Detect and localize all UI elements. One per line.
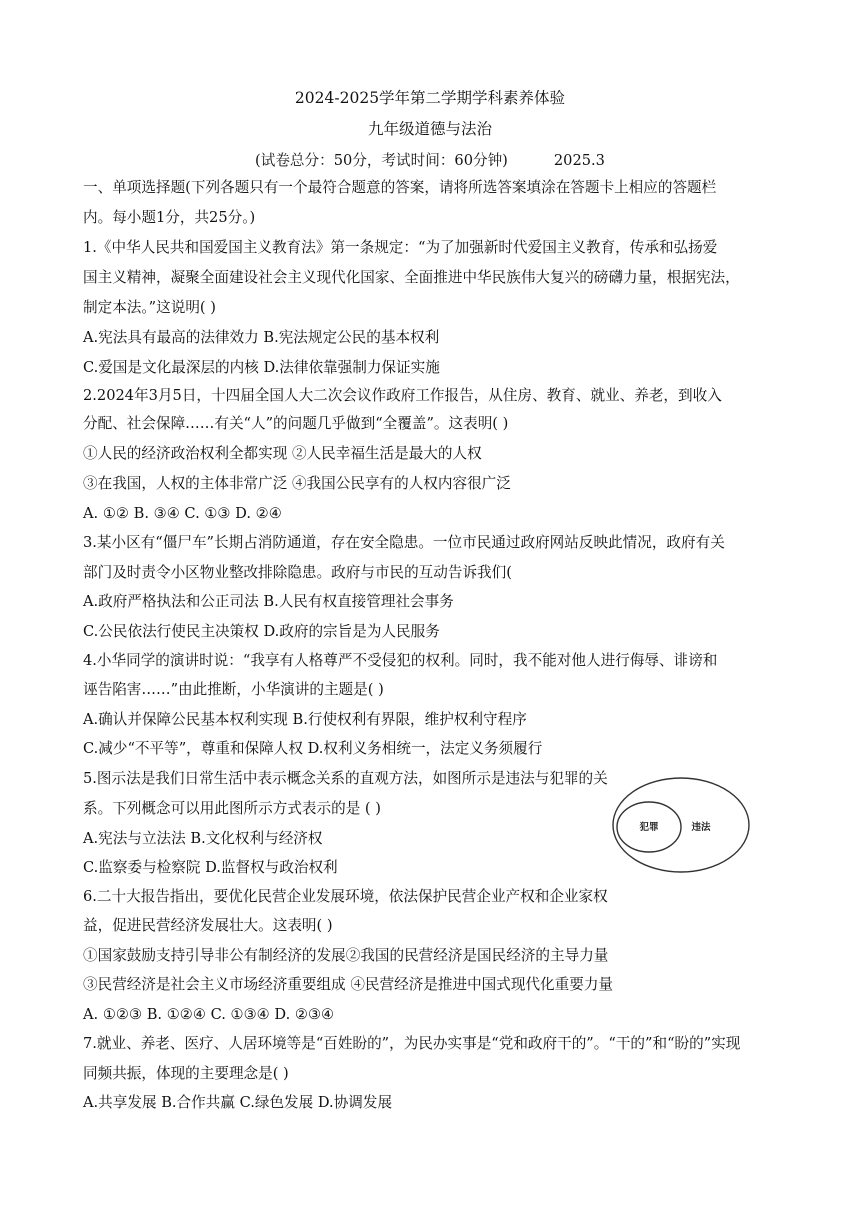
section-heading-cont: 内。每小题1分，共25分。): [83, 209, 256, 226]
q6-statements: ③民营经济是社会主义市场经济重要组成 ④民营经济是推进中国式现代化重要力量: [83, 976, 614, 993]
q3-stem: 3.某小区有“僵尸车”长期占消防通道，存在安全隐患。一位市民通过政府网站反映此情况，政府有关: [83, 534, 725, 551]
q2-statements: ③在我国，人权的主体非常广泛 ④我国公民享有的人权内容很广泛: [83, 475, 511, 492]
q5-options: C.监察委与检察院 D.监督权与政治权利: [83, 859, 338, 876]
exam-info: (试卷总分：50分，考试时间：60分钟): [255, 152, 508, 169]
exam-title: 2024-2025学年第二学期学科素养体验: [294, 89, 566, 107]
q1-options: C.爱国是文化最深层的内核 D.法律依靠强制力保证实施: [83, 359, 440, 376]
q7-stem: 同频共振，体现的主要理念是( ): [83, 1065, 289, 1082]
q2-stem: 2.2024年3月5日，十四届全国人大二次会议作政府工作报告，从住房、教育、就业、养老，到收入: [83, 387, 722, 404]
q4-stem: 诬告陷害……”由此推断，小华演讲的主题是( ): [83, 681, 384, 698]
q5-stem: 5.图示法是我们日常生活中表示概念关系的直观方法，如图所示是违法与犯罪的关: [83, 770, 608, 787]
q6-options: A. ①②③ B. ①②④ C. ①③④ D. ②③④: [83, 1006, 335, 1023]
q7-options: A.共享发展 B.合作共赢 C.绿色发展 D.协调发展: [83, 1094, 393, 1111]
q3-stem: 部门及时责令小区物业整改排除隐患。政府与市民的互动告诉我们(: [83, 564, 512, 581]
q4-options: A.确认并保障公民基本权利实现 B.行使权利有界限，维护权利守程序: [83, 711, 527, 728]
q7-stem: 7.就业、养老、医疗、人居环境等是“百姓盼的”，为民办实事是“党和政府干的”。“干的”和“盼的”实现: [83, 1035, 741, 1052]
q6-statements: ①国家鼓励支持引导非公有制经济的发展②我国的民营经济是国民经济的主导力量: [83, 947, 609, 964]
section-heading: 一、单项选择题(下列各题只有一个最符合题意的答案，请将所选答案填涂在答题卡上相应的答题栏: [83, 179, 717, 196]
q2-stem: 分配、社会保障……有关“人”的问题几乎做到“全覆盖”。这表明( ): [83, 415, 509, 432]
q2-options: A. ①② B. ③④ C. ①③ D. ②④: [83, 505, 282, 522]
venn-diagram-svg: [611, 775, 751, 875]
q1-stem: 国主义精神，凝聚全面建设社会主义现代化国家、全面推进中华民族伟大复兴的磅礴力量，根据宪法，: [83, 269, 740, 286]
q6-stem: 6.二十大报告指出，要优化民营企业发展环境，依法保护民营企业产权和企业家权: [83, 888, 608, 905]
q4-stem: 4.小华同学的演讲时说：“我享有人格尊严不受侵犯的权利。同时，我不能对他人进行侮辱、诽谤和: [83, 652, 718, 669]
q2-statements: ①人民的经济政治权利全都实现 ②人民幸福生活是最大的人权: [83, 445, 482, 462]
q6-stem: 益，促进民营经济发展壮大。这表明( ): [83, 917, 333, 934]
q1-stem: 制定本法。”这说明( ): [83, 299, 216, 316]
exam-date: 2025.3: [553, 152, 605, 169]
q4-options: C.减少“不平等”，尊重和保障人权 D.权利义务相统一，法定义务须履行: [83, 740, 543, 757]
q3-options: A.政府严格执法和公正司法 B.人民有权直接管理社会事务: [83, 593, 454, 610]
q5-options: A.宪法与立法法 B.文化权利与经济权: [83, 830, 323, 847]
q5-stem: 系。下列概念可以用此图所示方式表示的是 ( ): [83, 800, 381, 817]
venn-diagram: [611, 775, 751, 875]
outer-label: 违法: [691, 822, 711, 833]
q1-stem: 1.《中华人民共和国爱国主义教育法》第一条规定：“为了加强新时代爱国主义教育，传承和弘扬爱: [83, 239, 718, 256]
q3-options: C.公民依法行使民主决策权 D.政府的宗旨是为人民服务: [83, 623, 440, 640]
exam-subject: 九年级道德与法治: [367, 120, 492, 138]
inner-label: 犯罪: [639, 822, 659, 833]
q1-options: A.宪法具有最高的法律效力 B.宪法规定公民的基本权利: [83, 329, 440, 346]
exam-info-row: [0, 149, 860, 170]
